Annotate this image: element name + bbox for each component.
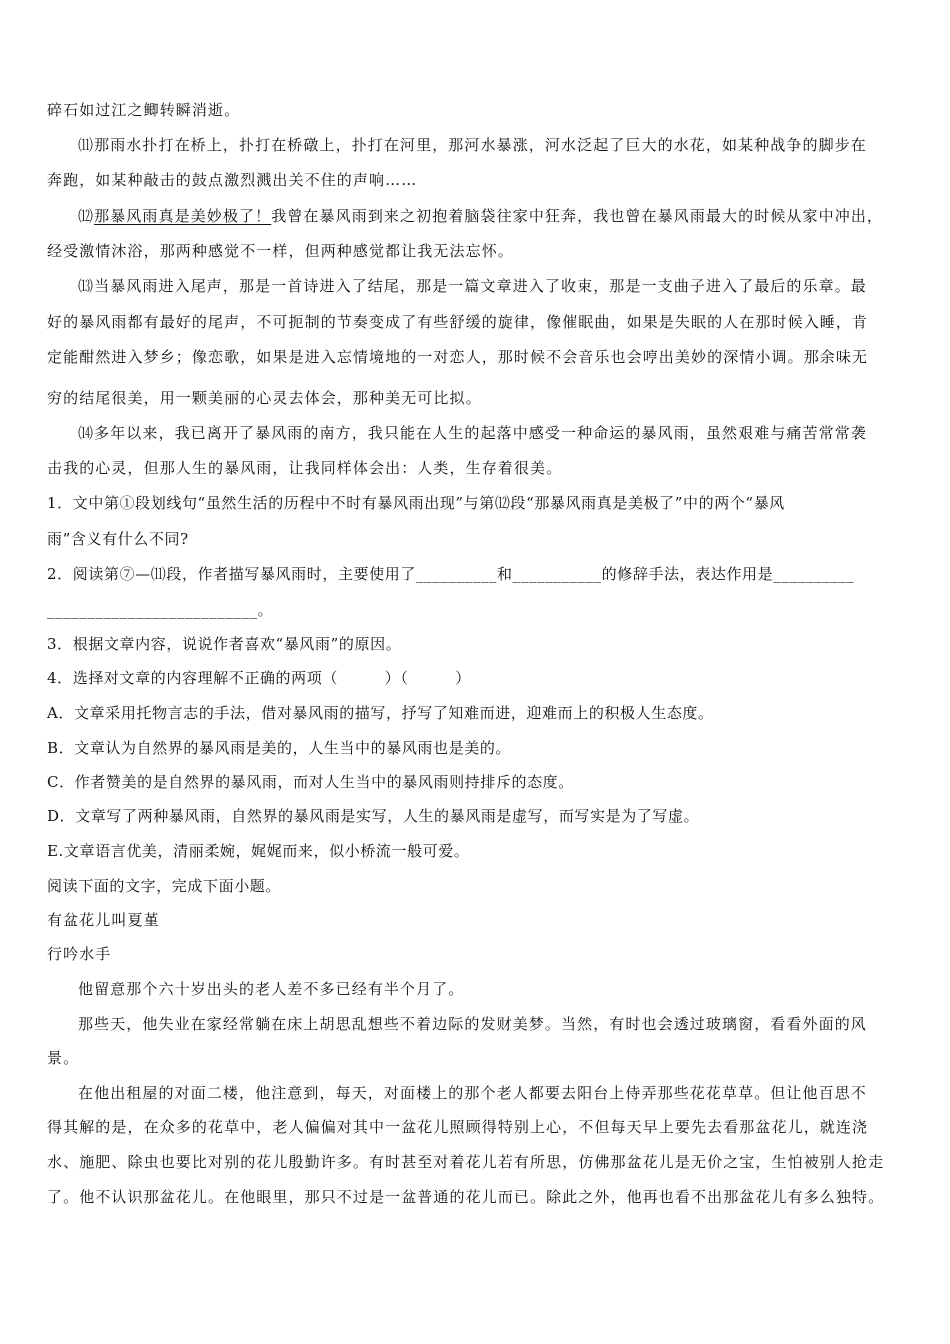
question-1-continued: 雨”含义有什么不同? — [47, 530, 189, 548]
article-line: 了。他不认识那盆花儿。在他眼里，那只不过是一盆普通的花儿而已。除此之外，他再也看不出那盆花儿有多么独特。 — [47, 1188, 885, 1206]
question-1: 1．文中第①段划线句“虽然生活的历程中不时有暴风雨出现”与第⑿段“那暴风雨真是美极了”中的两个“暴风 — [47, 494, 785, 512]
passage-line: 定能酣然进入梦乡；像恋歌，如果是进入忘情境地的一对恋人，那时候不会音乐也会哼出美妙的深情小调。那余味无 — [47, 348, 869, 366]
passage-line: 奔跑，如某种敲击的鼓点激烈溅出关不住的声响…… — [47, 171, 418, 189]
article-author: 行吟水手 — [47, 945, 112, 963]
paragraph-number: ⑿ — [78, 207, 95, 225]
passage-line: 击我的心灵，但那人生的暴风雨，让我同样体会出：人类，生存着很美。 — [47, 459, 563, 477]
option-a: A．文章采用托物言志的手法，借对暴风雨的描写，抒写了知难而进，迎难而上的积极人生态度。 — [47, 704, 714, 722]
underlined-sentence: 那暴风雨真是美妙极了！ — [94, 207, 272, 225]
question-2: 2．阅读第⑦—⑾段，作者描写暴风雨时，主要使用了__________和___________的修辞手法，表达作用是__________ — [47, 565, 855, 583]
option-e: E.文章语言优美，清丽柔婉，娓娓而来，似小桥流一般可爱。 — [47, 842, 470, 860]
article-line: 得其解的是，在众多的花草中，老人偏偏对其中一盆花儿照顾得特别上心，不但每天早上要先去看那盆花儿，就连浇 — [47, 1118, 869, 1136]
passage-paragraph-14: ⒁多年以来，我已离开了暴风雨的南方，我只能在人生的起落中感受一种命运的暴风雨，虽然艰难与痛苦常常袭 — [78, 424, 867, 442]
article-line: 景。 — [47, 1049, 80, 1067]
question-4: 4．选择对文章的内容理解不正确的两项（ ）（ ） — [47, 669, 471, 687]
option-c: C．作者赞美的是自然界的暴风雨，而对人生当中的暴风雨则持排斥的态度。 — [47, 773, 574, 791]
passage-line: 碎石如过江之鲫转瞬消逝。 — [47, 101, 241, 119]
reading-instruction: 阅读下面的文字，完成下面小题。 — [47, 877, 282, 895]
passage-line: 好的暴风雨都有最好的尾声，不可扼制的节奏变成了有些舒缓的旋律，像催眠曲，如果是失眠的人在那时候入睡，肯 — [47, 313, 869, 331]
option-d: D．文章写了两种暴风雨，自然界的暴风雨是实写，人生的暴风雨是虚写，而写实是为了写虚。 — [47, 807, 700, 825]
passage-paragraph-12 — [78, 206, 883, 226]
article-line: 水、施肥、除虫也要比对别的花儿殷勤许多。有时甚至对着花儿若有所思，仿佛那盆花儿是无价之宝，生怕被别人抢走 — [47, 1153, 885, 1171]
option-b: B．文章认为自然界的暴风雨是美的，人生当中的暴风雨也是美的。 — [47, 739, 512, 757]
passage-paragraph-11: ⑾那雨水扑打在桥上，扑打在桥礅上，扑打在河里，那河水暴涨，河水泛起了巨大的水花，如某种战争的脚步在 — [78, 136, 867, 154]
article-paragraph: 他留意那个六十岁出头的老人差不多已经有半个月了。 — [78, 980, 465, 998]
passage-line: 穷的结尾很美，用一颗美丽的心灵去体会，那种美无可比拟。 — [47, 389, 482, 407]
article-title: 有盆花儿叫夏堇 — [47, 911, 160, 929]
article-paragraph: 在他出租屋的对面二楼，他注意到，每天，对面楼上的那个老人都要去阳台上侍弄那些花花草草。但让他百思不 — [78, 1084, 867, 1102]
question-3: 3．根据文章内容，说说作者喜欢“暴风雨”的原因。 — [47, 635, 402, 653]
article-paragraph: 那些天，他失业在家经常躺在床上胡思乱想些不着边际的发财美梦。当然，有时也会透过玻璃窗，看看外面的风 — [78, 1015, 867, 1033]
passage-paragraph-13: ⒀当暴风雨进入尾声，那是一首诗进入了结尾，那是一篇文章进入了收束，那是一支曲子进入了最后的乐章。最 — [78, 277, 867, 295]
question-2-answer-blank: __________________________。 — [47, 601, 274, 619]
paragraph-text: 我曾在暴风雨到来之初抱着脑袋往家中狂奔，我也曾在暴风雨最大的时候从家中冲出， — [271, 207, 884, 225]
passage-line: 经受激情沐浴，那两种感觉不一样，但两种感觉都让我无法忘怀。 — [47, 242, 514, 260]
